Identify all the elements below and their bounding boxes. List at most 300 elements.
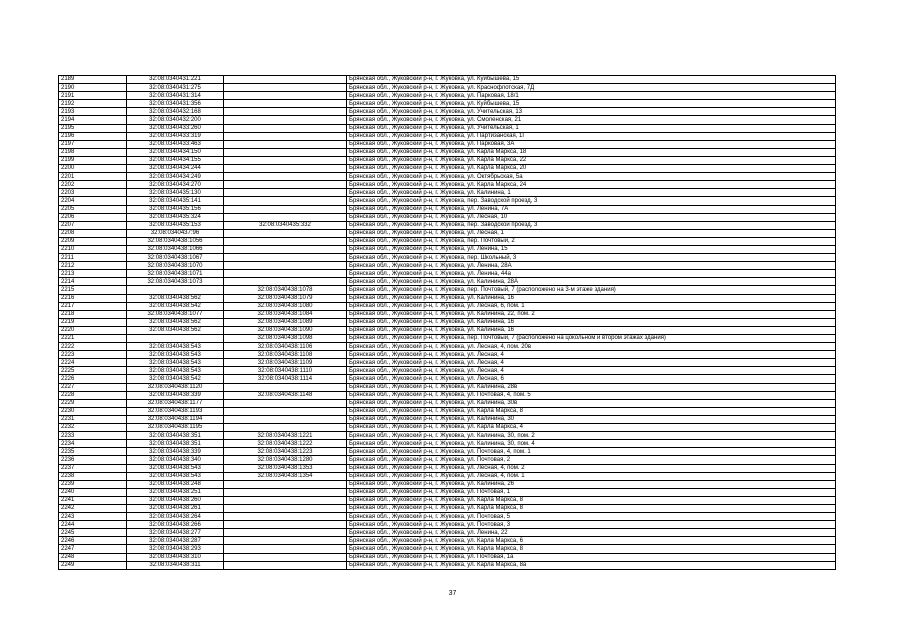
row-number-cell: 2207 (59, 221, 127, 229)
cadastral-number-cell: 32:08:0340438:260 (127, 496, 224, 504)
table-row (59, 92, 836, 100)
table-row (59, 415, 836, 423)
address-cell: Брянская обл., Жуковский р-н, г. Жуковка, ул. Лесная, 6 (347, 375, 836, 383)
table-row (59, 456, 836, 464)
row-number-cell: 2226 (59, 375, 127, 383)
row-number-cell: 2227 (59, 383, 127, 391)
table-row (59, 359, 836, 367)
cadastral-number-cell: 32:08:0340438:1073 (127, 278, 224, 286)
parent-cadastral-number-cell (224, 488, 347, 496)
row-number-cell: 2213 (59, 270, 127, 278)
parent-cadastral-number-cell: 32:08:0340438:1079 (224, 294, 347, 302)
parent-cadastral-number-cell (224, 480, 347, 488)
row-number-cell: 2221 (59, 335, 127, 343)
row-number-cell: 2239 (59, 480, 127, 488)
cadastral-number-cell: 32:08:0340438:340 (127, 456, 224, 464)
address-cell: Брянская обл., Жуковский р-н, г. Жуковка, ул. Почтовая, 2 (347, 456, 836, 464)
parent-cadastral-number-cell: 32:08:0340438:1084 (224, 310, 347, 318)
row-number-cell: 2194 (59, 116, 127, 124)
table-row (59, 440, 836, 448)
parent-cadastral-number-cell (224, 189, 347, 197)
address-cell: Брянская обл., Жуковский р-н, г. Жуковка, ул. Куйбышева, 15 (347, 76, 836, 84)
address-cell: Брянская обл., Жуковский р-н, г. Жуковка, пер. Заводской проезд, 3 (347, 221, 836, 229)
row-number-cell: 2192 (59, 100, 127, 108)
address-cell: Брянская обл., Жуковский р-н, г. Жуковка, ул. Лесная, 4, пом. 20в (347, 343, 836, 351)
parent-cadastral-number-cell (224, 545, 347, 553)
parent-cadastral-number-cell (224, 529, 347, 537)
parent-cadastral-number-cell: 32:08:0340438:1148 (224, 391, 347, 399)
parent-cadastral-number-cell (224, 181, 347, 189)
parent-cadastral-number-cell: 32:08:0340438:1098 (224, 335, 347, 343)
parent-cadastral-number-cell (224, 156, 347, 164)
table-row (59, 383, 836, 391)
parent-cadastral-number-cell (224, 124, 347, 132)
row-number-cell: 2243 (59, 513, 127, 521)
row-number-cell: 2206 (59, 213, 127, 221)
parent-cadastral-number-cell (224, 237, 347, 245)
row-number-cell: 2204 (59, 197, 127, 205)
cadastral-number-cell: 32:08:0340438:293 (127, 545, 224, 553)
table-row (59, 140, 836, 148)
cadastral-number-cell: 32:08:0340438:339 (127, 391, 224, 399)
address-cell: Брянская обл., Жуковский р-н, г. Жуковка, ул. Калинина, 30, пом. 2 (347, 432, 836, 440)
parent-cadastral-number-cell (224, 116, 347, 124)
table-row (59, 472, 836, 480)
row-number-cell: 2230 (59, 407, 127, 415)
parent-cadastral-number-cell: 32:08:0340438:1078 (224, 286, 347, 294)
address-cell: Брянская обл., Жуковский р-н, г. Жуковка, ул. Карла Маркса, 6 (347, 537, 836, 545)
table-row (59, 189, 836, 197)
cadastral-number-cell: 32:08:0340438:1120 (127, 383, 224, 391)
cadastral-number-cell: 32:08:0340438:562 (127, 294, 224, 302)
address-cell: Брянская обл., Жуковский р-н, г. Жуковка, ул. Партизанская, 1Г (347, 132, 836, 140)
parent-cadastral-number-cell (224, 245, 347, 253)
parent-cadastral-number-cell: 32:08:0340438:1280 (224, 456, 347, 464)
row-number-cell: 2225 (59, 367, 127, 375)
cadastral-number-cell: 32:08:0340438:1193 (127, 407, 224, 415)
cadastral-number-cell: 32:08:0340438:287 (127, 537, 224, 545)
property-register-table (58, 75, 836, 570)
cadastral-number-cell: 32:08:0340438:339 (127, 448, 224, 456)
row-number-cell: 2197 (59, 140, 127, 148)
cadastral-number-cell: 32:08:0340433:260 (127, 124, 224, 132)
table-row (59, 343, 836, 351)
table-row (59, 545, 836, 553)
cadastral-number-cell: 32:08:0340431:275 (127, 84, 224, 92)
address-cell: Брянская обл., Жуковский р-н, г. Жуковка, ул. Лесная, 4 (347, 359, 836, 367)
address-cell: Брянская обл., Жуковский р-н, г. Жуковка, ул. Лесная, 1 (347, 229, 836, 237)
row-number-cell: 2236 (59, 456, 127, 464)
row-number-cell: 2219 (59, 318, 127, 326)
row-number-cell: 2198 (59, 148, 127, 156)
address-cell: Брянская обл., Жуковский р-н, г. Жуковка, ул. Ленина, 7А (347, 205, 836, 213)
cadastral-number-cell: 32:08:0340438:562 (127, 326, 224, 334)
parent-cadastral-number-cell (224, 537, 347, 545)
cadastral-number-cell: 32:08:0340431:314 (127, 92, 224, 100)
address-cell: Брянская обл., Жуковский р-н, г. Жуковка, ул. Учительская, 13 (347, 108, 836, 116)
row-number-cell: 2215 (59, 286, 127, 294)
parent-cadastral-number-cell: 32:08:0340438:1108 (224, 351, 347, 359)
row-number-cell: 2196 (59, 132, 127, 140)
cadastral-number-cell: 32:08:0340438:543 (127, 359, 224, 367)
property-register-body (59, 76, 836, 570)
table-row (59, 302, 836, 310)
table-row (59, 391, 836, 399)
table-row (59, 173, 836, 181)
parent-cadastral-number-cell (224, 140, 347, 148)
parent-cadastral-number-cell: 32:08:0340438:1353 (224, 464, 347, 472)
address-cell: Брянская обл., Жуковский р-н, г. Жуковка, ул. Лесная, 4 (347, 351, 836, 359)
row-number-cell: 2247 (59, 545, 127, 553)
address-cell: Брянская обл., Жуковский р-н, г. Жуковка, ул. Карла Маркса, 22 (347, 156, 836, 164)
parent-cadastral-number-cell (224, 399, 347, 407)
cadastral-number-cell: 32:08:0340437:96 (127, 229, 224, 237)
table-row (59, 448, 836, 456)
table-row (59, 132, 836, 140)
cadastral-number-cell: 32:08:0340434:244 (127, 165, 224, 173)
row-number-cell: 2191 (59, 92, 127, 100)
parent-cadastral-number-cell (224, 561, 347, 569)
row-number-cell: 2245 (59, 529, 127, 537)
table-row (59, 504, 836, 512)
address-cell: Брянская обл., Жуковский р-н, г. Жуковка, ул. Калинина, 28в (347, 383, 836, 391)
cadastral-number-cell: 32:08:0340438:264 (127, 513, 224, 521)
row-number-cell: 2200 (59, 165, 127, 173)
table-row (59, 294, 836, 302)
row-number-cell: 2238 (59, 472, 127, 480)
parent-cadastral-number-cell: 32:08:0340438:1106 (224, 343, 347, 351)
row-number-cell: 2233 (59, 432, 127, 440)
address-cell: Брянская обл., Жуковский р-н, г. Жуковка, ул. Карла Маркса, 8 (347, 504, 836, 512)
row-number-cell: 2228 (59, 391, 127, 399)
row-number-cell: 2214 (59, 278, 127, 286)
cadastral-number-cell: 32:08:0340434:270 (127, 181, 224, 189)
address-cell: Брянская обл., Жуковский р-н, г. Жуковка, ул. Карла Маркса, 4 (347, 424, 836, 432)
row-number-cell: 2189 (59, 76, 127, 84)
cadastral-number-cell: 32:08:0340438:351 (127, 440, 224, 448)
row-number-cell: 2211 (59, 254, 127, 262)
cadastral-number-cell: 32:08:0340432:168 (127, 108, 224, 116)
parent-cadastral-number-cell (224, 132, 347, 140)
table-row (59, 270, 836, 278)
address-cell: Брянская обл., Жуковский р-н, г. Жуковка, ул. Лесная, 10 (347, 213, 836, 221)
address-cell: Брянская обл., Жуковский р-н, г. Жуковка, ул. Карла Маркса, 8 (347, 407, 836, 415)
cadastral-number-cell: 32:08:0340435:153 (127, 221, 224, 229)
cadastral-number-cell: 32:08:0340438:248 (127, 480, 224, 488)
row-number-cell: 2242 (59, 504, 127, 512)
row-number-cell: 2195 (59, 124, 127, 132)
row-number-cell: 2220 (59, 326, 127, 334)
table-row (59, 488, 836, 496)
cadastral-number-cell: 32:08:0340438:266 (127, 521, 224, 529)
row-number-cell: 2224 (59, 359, 127, 367)
cadastral-number-cell: 32:08:0340438:261 (127, 504, 224, 512)
address-cell: Брянская обл., Жуковский р-н, г. Жуковка, ул. Лесная, 6, пом. 1 (347, 302, 836, 310)
parent-cadastral-number-cell (224, 92, 347, 100)
parent-cadastral-number-cell (224, 108, 347, 116)
row-number-cell: 2208 (59, 229, 127, 237)
address-cell: Брянская обл., Жуковский р-н, г. Жуковка, ул. Калинина, 28А (347, 278, 836, 286)
address-cell: Брянская обл., Жуковский р-н, г. Жуковка, ул. Почтовая, 4, пом. 1 (347, 448, 836, 456)
table-row (59, 424, 836, 432)
parent-cadastral-number-cell: 32:08:0340438:1089 (224, 318, 347, 326)
cadastral-number-cell (127, 286, 224, 294)
row-number-cell: 2229 (59, 399, 127, 407)
parent-cadastral-number-cell: 32:08:0340438:1080 (224, 302, 347, 310)
address-cell: Брянская обл., Жуковский р-н, г. Жуковка, пер. Почтовый, 7 (расположено на цокольном и втором этажах здания) (347, 335, 836, 343)
row-number-cell: 2240 (59, 488, 127, 496)
address-cell: Брянская обл., Жуковский р-н, г. Жуковка, ул. Карла Маркса, 8а (347, 561, 836, 569)
row-number-cell: 2218 (59, 310, 127, 318)
cadastral-number-cell: 32:08:0340438:1195 (127, 424, 224, 432)
table-row (59, 432, 836, 440)
cadastral-number-cell: 32:08:0340438:1177 (127, 399, 224, 407)
cadastral-number-cell: 32:08:0340431:221 (127, 76, 224, 84)
cadastral-number-cell: 32:08:0340434:150 (127, 148, 224, 156)
address-cell: Брянская обл., Жуковский р-н, г. Жуковка, ул. Учительская, 1 (347, 124, 836, 132)
row-number-cell: 2235 (59, 448, 127, 456)
address-cell: Брянская обл., Жуковский р-н, г. Жуковка, пер. Почтовый, 7 (расположено на 3-м этаже здания) (347, 286, 836, 294)
table-row (59, 537, 836, 545)
parent-cadastral-number-cell (224, 229, 347, 237)
cadastral-number-cell: 32:08:0340438:562 (127, 318, 224, 326)
parent-cadastral-number-cell (224, 415, 347, 423)
row-number-cell: 2231 (59, 415, 127, 423)
address-cell: Брянская обл., Жуковский р-н, г. Жуковка, ул. Парковая, 3А (347, 140, 836, 148)
table-row (59, 318, 836, 326)
address-cell: Брянская обл., Жуковский р-н, г. Жуковка, ул. Лесная, 4, пом. 1 (347, 472, 836, 480)
address-cell: Брянская обл., Жуковский р-н, г. Жуковка, ул. Октябрьская, 5а (347, 173, 836, 181)
cadastral-number-cell: 32:08:0340438:277 (127, 529, 224, 537)
cadastral-number-cell: 32:08:0340438:1077 (127, 310, 224, 318)
parent-cadastral-number-cell (224, 100, 347, 108)
table-row (59, 237, 836, 245)
parent-cadastral-number-cell (224, 205, 347, 213)
cadastral-number-cell: 32:08:0340438:311 (127, 561, 224, 569)
address-cell: Брянская обл., Жуковский р-н, г. Жуковка, ул. Калинина, 16 (347, 318, 836, 326)
row-number-cell: 2212 (59, 262, 127, 270)
table-row (59, 262, 836, 270)
address-cell: Брянская обл., Жуковский р-н, г. Жуковка, ул. Калинина, 1 (347, 189, 836, 197)
parent-cadastral-number-cell (224, 504, 347, 512)
address-cell: Брянская обл., Жуковский р-н, г. Жуковка, ул. Краснофлотская, 7Д (347, 84, 836, 92)
parent-cadastral-number-cell (224, 254, 347, 262)
row-number-cell: 2199 (59, 156, 127, 164)
table-row (59, 156, 836, 164)
table-row (59, 229, 836, 237)
cadastral-number-cell: 32:08:0340438:1071 (127, 270, 224, 278)
parent-cadastral-number-cell: 32:08:0340438:1221 (224, 432, 347, 440)
parent-cadastral-number-cell (224, 513, 347, 521)
table-row (59, 165, 836, 173)
address-cell: Брянская обл., Жуковский р-н, г. Жуковка, ул. Куйбышева, 15 (347, 100, 836, 108)
table-row (59, 464, 836, 472)
table-row (59, 496, 836, 504)
address-cell: Брянская обл., Жуковский р-н, г. Жуковка, ул. Ленина, 28А (347, 262, 836, 270)
row-number-cell: 2193 (59, 108, 127, 116)
row-number-cell: 2209 (59, 237, 127, 245)
cadastral-number-cell: 32:08:0340434:155 (127, 156, 224, 164)
parent-cadastral-number-cell: 32:08:0340435:332 (224, 221, 347, 229)
address-cell: Брянская обл., Жуковский р-н, г. Жуковка, ул. Калинина, 22, пом. 2 (347, 310, 836, 318)
table-row (59, 407, 836, 415)
table-row (59, 116, 836, 124)
parent-cadastral-number-cell (224, 165, 347, 173)
row-number-cell: 2223 (59, 351, 127, 359)
address-cell: Брянская обл., Жуковский р-н, г. Жуковка, ул. Калинина, 26 (347, 480, 836, 488)
row-number-cell: 2216 (59, 294, 127, 302)
cadastral-number-cell: 32:08:0340438:543 (127, 351, 224, 359)
address-cell: Брянская обл., Жуковский р-н, г. Жуковка, ул. Калинина, 16 (347, 326, 836, 334)
address-cell: Брянская обл., Жуковский р-н, г. Жуковка, ул. Ленина, 22 (347, 529, 836, 537)
cadastral-number-cell: 32:08:0340438:1066 (127, 245, 224, 253)
page-number: 37 (448, 590, 457, 597)
address-cell: Брянская обл., Жуковский р-н, г. Жуковка, ул. Парковая, 18/1 (347, 92, 836, 100)
table-row (59, 148, 836, 156)
address-cell: Брянская обл., Жуковский р-н, г. Жуковка, ул. Калинина, 30в (347, 399, 836, 407)
parent-cadastral-number-cell (224, 213, 347, 221)
table-row (59, 254, 836, 262)
address-cell: Брянская обл., Жуковский р-н, г. Жуковка, ул. Карла Маркса, 8 (347, 545, 836, 553)
parent-cadastral-number-cell (224, 262, 347, 270)
cadastral-number-cell: 32:08:0340433:463 (127, 140, 224, 148)
parent-cadastral-number-cell (224, 197, 347, 205)
cadastral-number-cell: 32:08:0340438:1067 (127, 254, 224, 262)
parent-cadastral-number-cell (224, 173, 347, 181)
address-cell: Брянская обл., Жуковский р-н, г. Жуковка, ул. Лесная, 4, пом. 2 (347, 464, 836, 472)
row-number-cell: 2203 (59, 189, 127, 197)
cadastral-number-cell: 32:08:0340438:543 (127, 343, 224, 351)
cadastral-number-cell: 32:08:0340438:251 (127, 488, 224, 496)
table-row (59, 213, 836, 221)
address-cell: Брянская обл., Жуковский р-н, г. Жуковка, ул. Ленина, 44а (347, 270, 836, 278)
table-row (59, 108, 836, 116)
address-cell: Брянская обл., Жуковский р-н, г. Жуковка, ул. Смоленская, 21 (347, 116, 836, 124)
row-number-cell: 2190 (59, 84, 127, 92)
cadastral-number-cell: 32:08:0340438:1056 (127, 237, 224, 245)
row-number-cell: 2237 (59, 464, 127, 472)
row-number-cell: 2205 (59, 205, 127, 213)
address-cell: Брянская обл., Жуковский р-н, г. Жуковка, ул. Калинина, 30 (347, 415, 836, 423)
table-row (59, 335, 836, 343)
address-cell: Брянская обл., Жуковский р-н, г. Жуковка, ул. Почтовая, 1а (347, 553, 836, 561)
cadastral-number-cell (127, 335, 224, 343)
cadastral-number-cell: 32:08:0340438:1070 (127, 262, 224, 270)
parent-cadastral-number-cell: 32:08:0340438:1223 (224, 448, 347, 456)
address-cell: Брянская обл., Жуковский р-н, г. Жуковка, пер. Школьный, 3 (347, 254, 836, 262)
parent-cadastral-number-cell: 32:08:0340438:1109 (224, 359, 347, 367)
address-cell: Брянская обл., Жуковский р-н, г. Жуковка, ул. Почтовая, 3 (347, 521, 836, 529)
row-number-cell: 2217 (59, 302, 127, 310)
cadastral-number-cell: 32:08:0340438:351 (127, 432, 224, 440)
row-number-cell: 2234 (59, 440, 127, 448)
table-row (59, 513, 836, 521)
table-row (59, 278, 836, 286)
cadastral-number-cell: 32:08:0340438:543 (127, 464, 224, 472)
cadastral-number-cell: 32:08:0340435:130 (127, 189, 224, 197)
parent-cadastral-number-cell (224, 407, 347, 415)
parent-cadastral-number-cell (224, 76, 347, 84)
table-row (59, 529, 836, 537)
parent-cadastral-number-cell (224, 521, 347, 529)
address-cell: Брянская обл., Жуковский р-н, г. Жуковка, пер. Заводской проезд, 3 (347, 197, 836, 205)
table-row (59, 221, 836, 229)
table-row (59, 124, 836, 132)
row-number-cell: 2244 (59, 521, 127, 529)
row-number-cell: 2202 (59, 181, 127, 189)
table-row (59, 375, 836, 383)
parent-cadastral-number-cell: 32:08:0340438:1110 (224, 367, 347, 375)
cadastral-number-cell: 32:08:0340435:156 (127, 205, 224, 213)
parent-cadastral-number-cell (224, 496, 347, 504)
row-number-cell: 2201 (59, 173, 127, 181)
table-row (59, 286, 836, 294)
address-cell: Брянская обл., Жуковский р-н, г. Жуковка, ул. Ленина, 15 (347, 245, 836, 253)
cadastral-number-cell: 32:08:0340434:249 (127, 173, 224, 181)
table-row (59, 245, 836, 253)
address-cell: Брянская обл., Жуковский р-н, г. Жуковка, ул. Карла Маркса, 8 (347, 496, 836, 504)
cadastral-number-cell: 32:08:0340431:356 (127, 100, 224, 108)
parent-cadastral-number-cell: 32:08:0340438:1354 (224, 472, 347, 480)
row-number-cell: 2232 (59, 424, 127, 432)
address-cell: Брянская обл., Жуковский р-н, г. Жуковка, ул. Карла Маркса, 20 (347, 165, 836, 173)
row-number-cell: 2222 (59, 343, 127, 351)
address-cell: Брянская обл., Жуковский р-н, г. Жуковка, ул. Лесная, 4 (347, 367, 836, 375)
parent-cadastral-number-cell (224, 148, 347, 156)
table-row (59, 326, 836, 334)
table-row (59, 553, 836, 561)
cadastral-number-cell: 32:08:0340438:542 (127, 375, 224, 383)
row-number-cell: 2210 (59, 245, 127, 253)
parent-cadastral-number-cell (224, 553, 347, 561)
table-row (59, 480, 836, 488)
cadastral-number-cell: 32:08:0340438:310 (127, 553, 224, 561)
cadastral-number-cell: 32:08:0340433:319 (127, 132, 224, 140)
address-cell: Брянская обл., Жуковский р-н, г. Жуковка, ул. Почтовая, 4, пом. 5 (347, 391, 836, 399)
address-cell: Брянская обл., Жуковский р-н, г. Жуковка, ул. Карла Маркса, 24 (347, 181, 836, 189)
cadastral-number-cell: 32:08:0340438:543 (127, 472, 224, 480)
row-number-cell: 2248 (59, 553, 127, 561)
table-row (59, 310, 836, 318)
table-row (59, 399, 836, 407)
parent-cadastral-number-cell: 32:08:0340438:1090 (224, 326, 347, 334)
cadastral-number-cell: 32:08:0340438:1194 (127, 415, 224, 423)
cadastral-number-cell: 32:08:0340438:543 (127, 367, 224, 375)
table-row (59, 367, 836, 375)
parent-cadastral-number-cell (224, 383, 347, 391)
table-row (59, 205, 836, 213)
table-row (59, 181, 836, 189)
address-cell: Брянская обл., Жуковский р-н, г. Жуковка, ул. Почтовая, 5 (347, 513, 836, 521)
cadastral-number-cell: 32:08:0340435:141 (127, 197, 224, 205)
parent-cadastral-number-cell (224, 424, 347, 432)
table-row (59, 84, 836, 92)
parent-cadastral-number-cell: 32:08:0340438:1222 (224, 440, 347, 448)
address-cell: Брянская обл., Жуковский р-н, г. Жуковка, ул. Калинина, 16 (347, 294, 836, 302)
address-cell: Брянская обл., Жуковский р-н, г. Жуковка, ул. Карла Маркса, 18 (347, 148, 836, 156)
address-cell: Брянская обл., Жуковский р-н, г. Жуковка, ул. Почтовая, 1 (347, 488, 836, 496)
table-row (59, 76, 836, 84)
parent-cadastral-number-cell: 32:08:0340438:1114 (224, 375, 347, 383)
cadastral-number-cell: 32:08:0340438:542 (127, 302, 224, 310)
table-row (59, 197, 836, 205)
row-number-cell: 2246 (59, 537, 127, 545)
parent-cadastral-number-cell (224, 278, 347, 286)
parent-cadastral-number-cell (224, 270, 347, 278)
parent-cadastral-number-cell (224, 84, 347, 92)
address-cell: Брянская обл., Жуковский р-н, г. Жуковка, пер. Почтовый, 2 (347, 237, 836, 245)
table-row (59, 351, 836, 359)
